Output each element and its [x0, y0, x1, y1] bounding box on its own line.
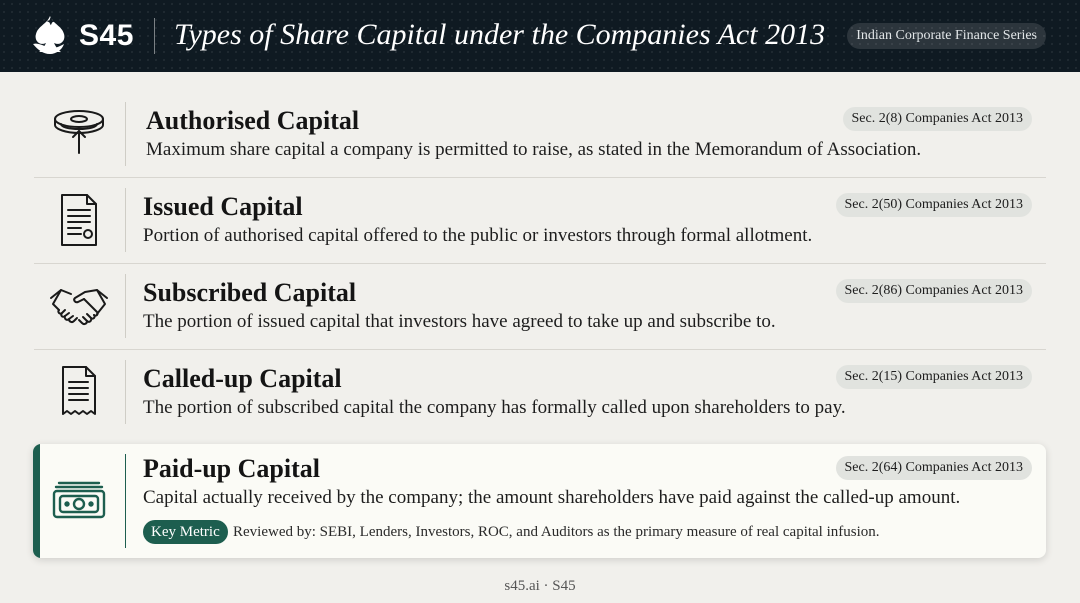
section-badge: Sec. 2(50) Companies Act 2013 — [836, 193, 1032, 217]
row-description: The portion of subscribed capital the company has formally called upon shareholders to pay. — [143, 397, 846, 418]
spade-hand-logo-icon — [30, 14, 70, 58]
row-divider — [125, 274, 126, 338]
row-description: Capital actually received by the company; the amount shareholders have paid against the called-up amount. — [143, 487, 961, 508]
list-item-subscribed-capital — [34, 264, 1046, 349]
handshake-icon — [48, 275, 110, 337]
row-divider — [125, 188, 126, 252]
list-item-called-up-capital — [34, 350, 1046, 435]
key-metric-note: Reviewed by: SEBI, Lenders, Investors, ROC, and Auditors as the primary measure of real capital infusion. — [233, 524, 880, 540]
row-divider — [125, 102, 126, 166]
row-title: Authorised Capital — [146, 106, 360, 135]
upload-stack-icon — [48, 102, 110, 164]
header-divider — [154, 18, 155, 54]
footer-credit: s45.ai · S45 — [504, 578, 576, 594]
page-header — [0, 0, 1080, 72]
row-title: Called-up Capital — [143, 364, 342, 393]
row-divider — [125, 360, 126, 424]
list-item-issued-capital — [34, 178, 1046, 263]
row-title: Paid-up Capital — [143, 454, 320, 483]
section-badge: Sec. 2(64) Companies Act 2013 — [836, 456, 1032, 480]
row-title: Issued Capital — [143, 192, 303, 221]
row-description: Portion of authorised capital offered to the public or investors through formal allotment. — [143, 225, 813, 246]
receipt-icon — [48, 361, 110, 423]
brand-name: S45 — [79, 19, 134, 52]
row-description: Maximum share capital a company is permitted to raise, as stated in the Memorandum of Association. — [146, 139, 922, 160]
section-badge: Sec. 2(8) Companies Act 2013 — [843, 107, 1032, 131]
document-icon — [48, 189, 110, 251]
page-title: Types of Share Capital under the Companies Act 2013 — [174, 18, 826, 51]
highlight-card-paid-up-capital — [33, 444, 1046, 558]
series-badge: Indian Corporate Finance Series — [847, 23, 1046, 49]
section-badge: Sec. 2(86) Companies Act 2013 — [836, 279, 1032, 303]
row-divider — [125, 454, 126, 548]
section-badge: Sec. 2(15) Companies Act 2013 — [836, 365, 1032, 389]
card-accent-bar — [33, 444, 40, 558]
key-metric-badge: Key Metric — [143, 520, 228, 544]
row-description: The portion of issued capital that investors have agreed to take up and subscribe to. — [143, 311, 776, 332]
row-title: Subscribed Capital — [143, 278, 357, 307]
list-item-authorised-capital — [34, 92, 1046, 177]
banknote-icon — [48, 470, 110, 532]
